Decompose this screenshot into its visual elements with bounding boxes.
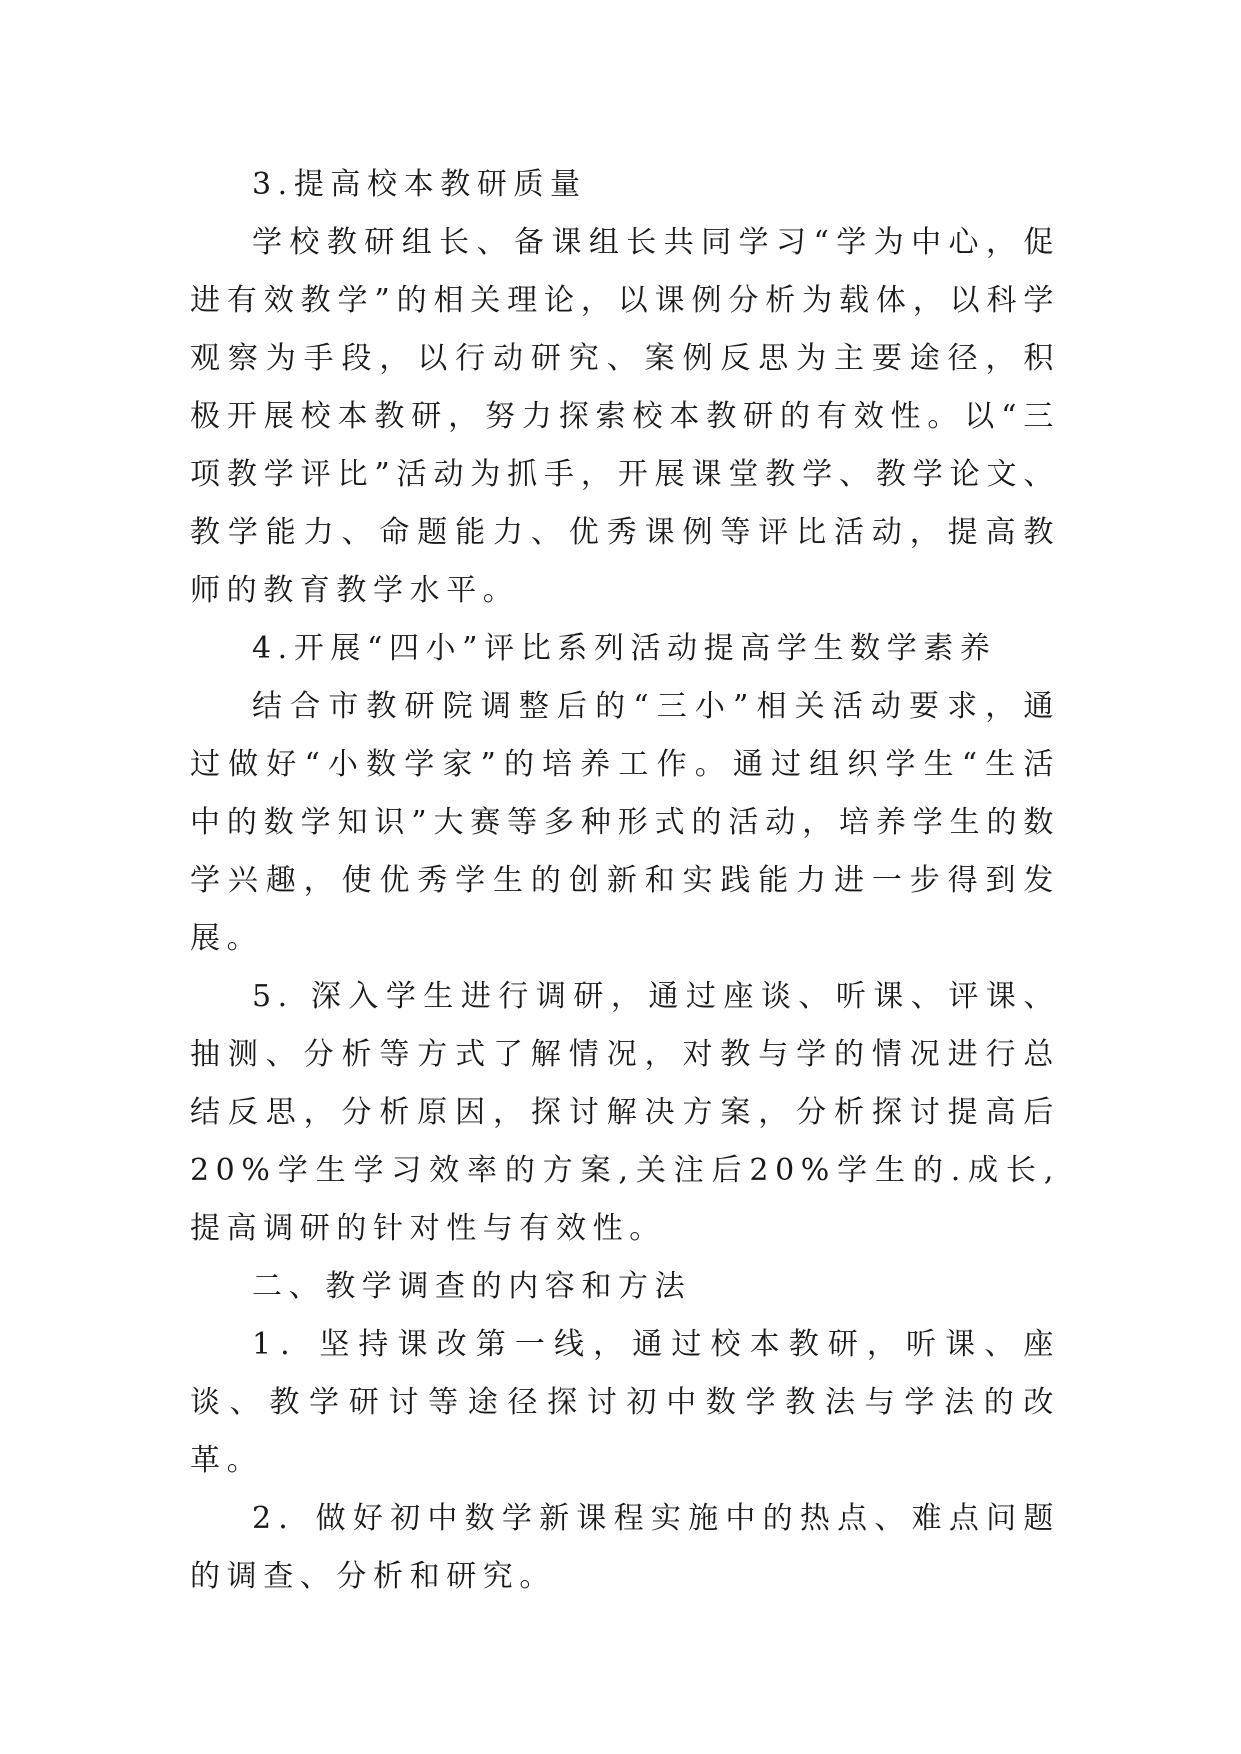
document-body — [190, 156, 1060, 1606]
list-item-2: 2．做好初中数学新课程实施中的热点、难点问题的调查、分析和研究。 — [190, 1501, 1060, 1594]
paragraph-3: 学校教研组长、备课组长共同学习“学为中心，促进有效教学”的相关理论，以课例分析为载体，以科学观察为手段，以行动研究、案例反思为主要途径，积极开展校本教研，努力探索校本教研的有效性。以“三项教学评比”活动为抓手，开展课堂教学、教学论文、教学能力、命题能力、优秀课例等评比活动，提高教师的教育教学水平。 — [190, 225, 1060, 608]
paragraph-5: 5. 深入学生进行调研，通过座谈、听课、评课、抽测、分析等方式了解情况，对教与学的情况进行总结反思，分析原因，探讨解决方案，分析探讨提高后20%学生学习效率的方案,关注后20%学生的.成长,提高调研的针对性与有效性。 — [190, 979, 1060, 1246]
heading-3: 3.提高校本教研质量 — [252, 167, 587, 202]
list-item-1: 1．坚持课改第一线，通过校本教研，听课、座谈、教学研讨等途径探讨初中数学教法与学法的改革。 — [190, 1327, 1060, 1478]
section-2-title: 二、教学调查的内容和方法 — [252, 1269, 692, 1304]
paragraph-4: 结合市教研院调整后的“三小”相关活动要求，通过做好“小数学家”的培养工作。通过组织学生“生活中的数学知识”大赛等多种形式的活动，培养学生的数学兴趣，使优秀学生的创新和实践能力进一步得到发展。 — [190, 689, 1060, 956]
heading-4: 4.开展“四小”评比系列活动提高学生数学素养 — [252, 631, 997, 666]
